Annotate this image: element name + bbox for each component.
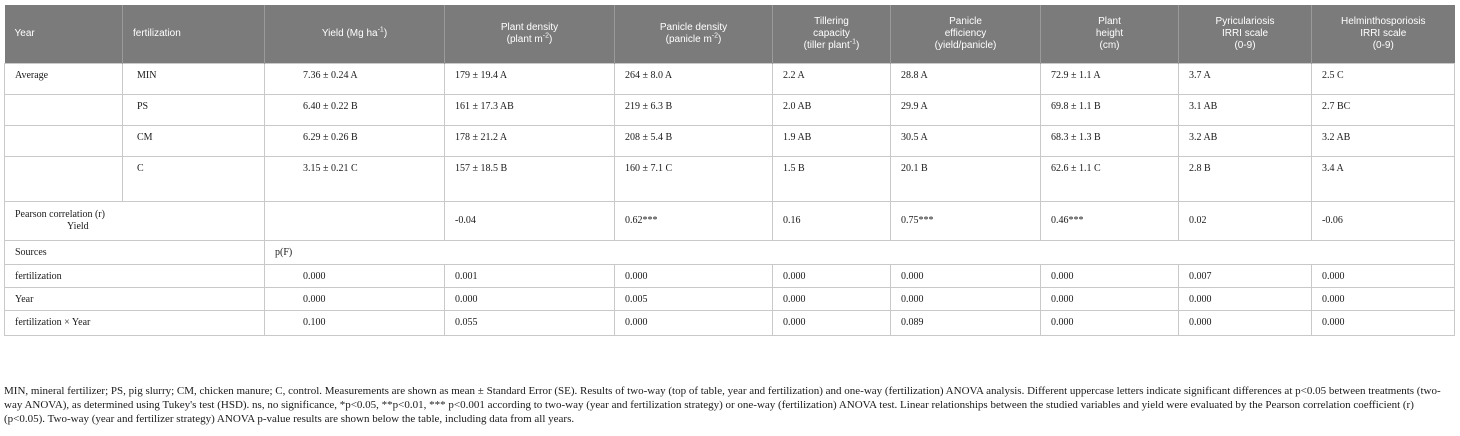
cell-pearson-plant-density: -0.04 xyxy=(445,202,615,241)
cell-helminthosporiosis: 2.5 C xyxy=(1312,64,1455,95)
cell-anova-value: 0.000 xyxy=(1041,311,1179,336)
results-table xyxy=(4,5,1455,336)
cell-anova-value: 0.000 xyxy=(1312,288,1455,311)
cell-anova-label: fertilization xyxy=(5,265,265,288)
cell-panicle-efficiency: 28.8 A xyxy=(891,64,1041,95)
cell-year xyxy=(5,157,123,202)
col-header-tillering-capacity: Tillering capacity (tiller plant$^{-1}$) xyxy=(773,5,891,64)
cell-anova-value: 0.000 xyxy=(1312,265,1455,288)
cell-anova-value: 0.000 xyxy=(615,265,773,288)
col-header-year: Year xyxy=(5,5,123,64)
cell-pearson-plant-height: 0.46*** xyxy=(1041,202,1179,241)
table-footnote: MIN, mineral fertilizer; PS, pig slurry; CM, chicken manure; C, control. Measurements are shown as mean ± Standard Error (SE). Results of two-way (top of table, year and fertilization) and one-way (fertilization) ANOVA analysis. Different uppercase letters indicate significant differences at p<0.05 between treatments (two-way ANOVA), as determined using Tukey's test (HSD). ns, no significance, *p<0.05, **p<0.01, *** p<0.001 according to two-way (year and fertilization strategy) or one-way (fertilization) ANOVA test. Linear relationships between the studied variables and yield were evaluated by the Pearson correlation coefficient (r) (p<0.05). Two-way (year and fertilizer strategy) ANOVA p-value results are shown below the table, including data from all years. xyxy=(4,385,1441,426)
cell-empty xyxy=(265,202,445,241)
cell-panicle-density: 264 ± 8.0 A xyxy=(615,64,773,95)
cell-tillering: 2.0 AB xyxy=(773,95,891,126)
table-row-anova-interaction xyxy=(5,311,1455,336)
cell-anova-value: 0.000 xyxy=(773,288,891,311)
cell-plant-density: 161 ± 17.3 AB xyxy=(445,95,615,126)
table-row-min xyxy=(5,64,1455,95)
col-header-panicle-density: Panicle density (panicle $m^{-2}$) xyxy=(615,5,773,64)
cell-plant-density: 178 ± 21.2 A xyxy=(445,126,615,157)
cell-anova-value: 0.000 xyxy=(1179,311,1312,336)
cell-pyriculariosis: 2.8 B xyxy=(1179,157,1312,202)
cell-panicle-density: 208 ± 5.4 B xyxy=(615,126,773,157)
cell-panicle-density: 160 ± 7.1 C xyxy=(615,157,773,202)
cell-helminthosporiosis: 3.4 A xyxy=(1312,157,1455,202)
cell-anova-value: 0.000 xyxy=(265,288,445,311)
cell-anova-value: 0.055 xyxy=(445,311,615,336)
cell-anova-value: 0.001 xyxy=(445,265,615,288)
cell-fertilization: MIN xyxy=(123,64,265,95)
cell-yield: 3.15 ± 0.21 C xyxy=(265,157,445,202)
cell-anova-value: 0.000 xyxy=(891,288,1041,311)
cell-anova-value: 0.089 xyxy=(891,311,1041,336)
cell-tillering: 1.9 AB xyxy=(773,126,891,157)
cell-tillering: 2.2 A xyxy=(773,64,891,95)
cell-anova-value: 0.000 xyxy=(773,265,891,288)
cell-panicle-efficiency: 29.9 A xyxy=(891,95,1041,126)
cell-anova-value: 0.000 xyxy=(1041,265,1179,288)
cell-yield: 6.29 ± 0.26 B xyxy=(265,126,445,157)
cell-plant-height: 68.3 ± 1.3 B xyxy=(1041,126,1179,157)
table-row-anova-year xyxy=(5,288,1455,311)
cell-tillering: 1.5 B xyxy=(773,157,891,202)
table-row-ps xyxy=(5,95,1455,126)
cell-anova-value: 0.000 xyxy=(1179,288,1312,311)
cell-anova-value: 0.000 xyxy=(1312,311,1455,336)
pearson-label: Pearson correlation (r) xyxy=(15,209,105,220)
cell-anova-value: 0.000 xyxy=(265,265,445,288)
cell-pyriculariosis: 3.2 AB xyxy=(1179,126,1312,157)
cell-plant-density: 179 ± 19.4 A xyxy=(445,64,615,95)
col-header-pyriculariosis: Pyriculariosis IRRI scale (0-9) xyxy=(1179,5,1312,64)
cell-anova-value: 0.007 xyxy=(1179,265,1312,288)
cell-pearson-pyriculariosis: 0.02 xyxy=(1179,202,1312,241)
col-header-panicle-efficiency: Panicle efficiency (yield/panicle) xyxy=(891,5,1041,64)
cell-pearson-label xyxy=(5,202,265,241)
cell-year xyxy=(5,95,123,126)
cell-pearson-panicle-density: 0.62*** xyxy=(615,202,773,241)
cell-panicle-efficiency: 20.1 B xyxy=(891,157,1041,202)
table-row-anova-fertilization xyxy=(5,265,1455,288)
cell-plant-height: 72.9 ± 1.1 A xyxy=(1041,64,1179,95)
cell-anova-value: 0.000 xyxy=(615,311,773,336)
pearson-yield-label: Yield xyxy=(67,221,89,232)
col-header-plant-height: Plant height (cm) xyxy=(1041,5,1179,64)
cell-plant-height: 69.8 ± 1.1 B xyxy=(1041,95,1179,126)
cell-yield: 7.36 ± 0.24 A xyxy=(265,64,445,95)
col-header-yield: Yield (Mg $ha^{-1}$) xyxy=(265,5,445,64)
cell-pearson-tillering: 0.16 xyxy=(773,202,891,241)
cell-helminthosporiosis: 2.7 BC xyxy=(1312,95,1455,126)
cell-anova-value: 0.000 xyxy=(1041,288,1179,311)
cell-fertilization: CM xyxy=(123,126,265,157)
table-row-sources xyxy=(5,241,1455,265)
cell-panicle-density: 219 ± 6.3 B xyxy=(615,95,773,126)
col-header-plant-density: Plant density (plant $m^{-2}$) xyxy=(445,5,615,64)
cell-anova-value: 0.000 xyxy=(773,311,891,336)
cell-plant-height: 62.6 ± 1.1 C xyxy=(1041,157,1179,202)
cell-anova-label: fertilization × Year xyxy=(5,311,265,336)
cell-year xyxy=(5,126,123,157)
cell-panicle-efficiency: 30.5 A xyxy=(891,126,1041,157)
cell-pearson-helminthosporiosis: -0.06 xyxy=(1312,202,1455,241)
table-row-pearson xyxy=(5,202,1455,241)
cell-helminthosporiosis: 3.2 AB xyxy=(1312,126,1455,157)
cell-sources-label: Sources xyxy=(5,241,265,265)
cell-pf-label: p(F) xyxy=(265,241,1455,265)
table-row-cm xyxy=(5,126,1455,157)
cell-plant-density: 157 ± 18.5 B xyxy=(445,157,615,202)
header-row xyxy=(5,5,1455,64)
cell-anova-value: 0.100 xyxy=(265,311,445,336)
cell-yield: 6.40 ± 0.22 B xyxy=(265,95,445,126)
table-row-c xyxy=(5,157,1455,202)
cell-anova-value: 0.000 xyxy=(891,265,1041,288)
cell-fertilization: PS xyxy=(123,95,265,126)
col-header-helminthosporiosis: Helminthosporiosis IRRI scale (0-9) xyxy=(1312,5,1455,64)
cell-pearson-panicle-efficiency: 0.75*** xyxy=(891,202,1041,241)
cell-year: Average xyxy=(5,64,123,95)
cell-anova-label: Year xyxy=(5,288,265,311)
cell-pyriculariosis: 3.7 A xyxy=(1179,64,1312,95)
cell-anova-value: 0.005 xyxy=(615,288,773,311)
cell-pyriculariosis: 3.1 AB xyxy=(1179,95,1312,126)
cell-anova-value: 0.000 xyxy=(445,288,615,311)
cell-fertilization: C xyxy=(123,157,265,202)
col-header-fertilization: fertilization xyxy=(123,5,265,64)
